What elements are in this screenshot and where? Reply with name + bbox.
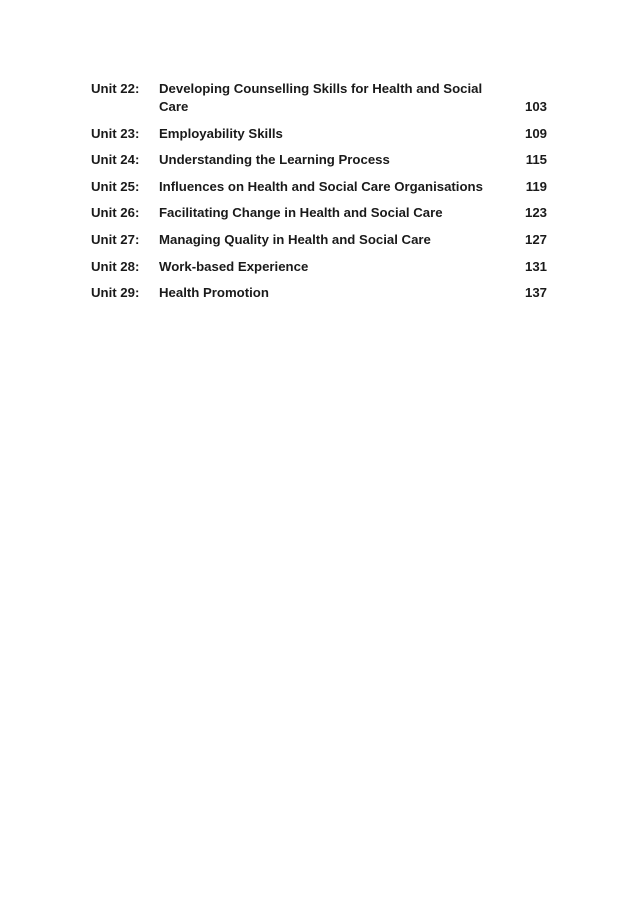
- unit-number: Unit 26:: [91, 205, 140, 221]
- page-number: 123: [524, 205, 547, 221]
- unit-number: Unit 22:: [91, 81, 140, 96]
- unit-number: Unit 29:: [91, 285, 140, 301]
- toc-entry-unit-25: [91, 178, 547, 196]
- unit-title: Managing Quality in Health and Social Care: [159, 231, 431, 247]
- toc-entry-unit-28: [91, 258, 547, 276]
- toc-entry-unit-26: [91, 204, 547, 222]
- unit-title: Developing Counselling Skills for Health and Social Care: [159, 81, 483, 114]
- unit-title: Influences on Health and Social Care Organisations: [159, 178, 483, 194]
- unit-title: Understanding the Learning Process: [159, 152, 390, 168]
- unit-number: Unit 27:: [91, 231, 140, 247]
- unit-title: Health Promotion: [159, 285, 269, 301]
- unit-number: Unit 28:: [91, 258, 140, 274]
- table-of-contents: [91, 80, 547, 311]
- toc-entry-unit-27: [91, 231, 547, 249]
- toc-entry-unit-24: [91, 151, 547, 169]
- unit-title: Employability Skills: [159, 125, 283, 141]
- toc-entry-unit-22: [91, 80, 547, 116]
- page-number: 137: [524, 285, 547, 301]
- toc-entry-unit-23: [91, 125, 547, 143]
- toc-entry-unit-29: [91, 284, 547, 302]
- page-number: 127: [524, 231, 547, 247]
- page-number: 109: [524, 125, 547, 141]
- page-number: 119: [525, 178, 547, 194]
- unit-title: Work-based Experience: [159, 258, 309, 274]
- page-number: 103: [524, 99, 547, 114]
- unit-number: Unit 25:: [91, 178, 140, 194]
- unit-number: Unit 24:: [91, 152, 140, 168]
- unit-number: Unit 23:: [91, 125, 140, 141]
- page-number: 115: [525, 152, 547, 168]
- unit-title: Facilitating Change in Health and Social Care: [159, 205, 443, 221]
- page-number: 131: [524, 258, 547, 274]
